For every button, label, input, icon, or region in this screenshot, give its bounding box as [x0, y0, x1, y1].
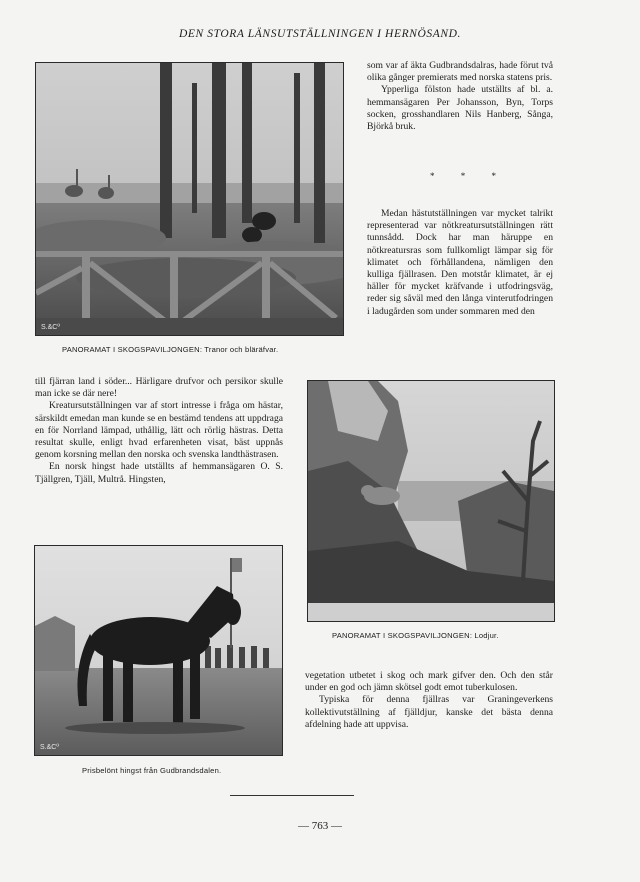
photo-prize-stallion — [34, 545, 283, 756]
paragraph: vegetation utbetet i skog och mark gifver den. Och den står under en god och jämn skötsel godt emot tuberkulosen. — [305, 670, 553, 694]
cranes-scene-image — [36, 63, 343, 335]
paragraph: Typiska för denna fjällras var Graningeverkens kollektivutställning af fjälldjur, kanske det bästa denna afdelning hade att uppvisa. — [305, 694, 553, 730]
photographer-mark: S.&Cº — [41, 324, 60, 331]
caption-stallion: Prisbelönt hingst från Gudbrandsdalen. — [82, 766, 222, 775]
text-column-left-mid — [35, 376, 283, 486]
photo-cranes-panorama — [35, 62, 344, 336]
paragraph: som var af äkta Gudbrandsdalras, hade förut två olika gånger premierats med norska statens pris. — [367, 60, 553, 84]
paragraph: Medan hästutställningen var mycket talrikt representerad var nötkreatursutställningen rätt tunnsådd. Dock har man häruppe en nötkreatursras som fullkomligt lämpar sig för klimatet och förhållandena, nämligen den kulliga fjällrasen. Den motstår klimatet, är ej häller för mycket kräfvande i utfodringsväg, reder sig såväl med den långa vinterutfodringen i ladugården som under sommaren med den — [367, 208, 553, 317]
photo-lynx-panorama — [307, 380, 555, 622]
stallion-image — [35, 546, 282, 755]
caption-lynx: PANORAMAT I SKOGSPAVILJONGEN: Lodjur. — [332, 631, 499, 640]
page-number: — 763 — — [298, 820, 342, 832]
text-column-right-bottom — [305, 670, 553, 731]
paragraph: till fjärran land i söder... Härligare drufvor och persikor skulle man icke se där nere! — [35, 376, 283, 400]
running-header: DEN STORA LÄNSUTSTÄLLNINGEN I HERNÖSAND. — [178, 28, 462, 40]
caption-cranes: PANORAMAT I SKOGSPAVILJONGEN: Tranor och bläräfvar. — [62, 345, 279, 354]
section-divider-stars: * * * — [430, 171, 508, 181]
text-column-right-top — [367, 60, 553, 133]
lynx-scene-image — [308, 381, 554, 621]
photographer-mark: S.&Cº — [40, 744, 59, 751]
footer-rule — [230, 795, 354, 796]
paragraph: Ypperliga fölston hade utställts af bl. a. hemmansägaren Per Johansson, Byn, Torps socken, grosshandlaren Nils Hanberg, Sånga, Björkå bruk. — [367, 84, 553, 133]
text-column-right-mid — [367, 208, 553, 318]
paragraph: Kreatursutställningen var af stort intresse i fråga om hästar, särskildt emedan man kunde se en bestämd tendens att uppdraga en för Norrland lämpad, uthållig, lätt och rörlig hästras. Detta resultat skulle, enligt hvad erfarenheten visat, bäst uppnås genom korsning mellan den norska och svenska landthästrasen. — [35, 400, 283, 461]
paragraph: En norsk hingst hade utställts af hemmansägaren O. S. Tjällgren, Tjäll, Multrå. Hingsten, — [35, 461, 283, 485]
